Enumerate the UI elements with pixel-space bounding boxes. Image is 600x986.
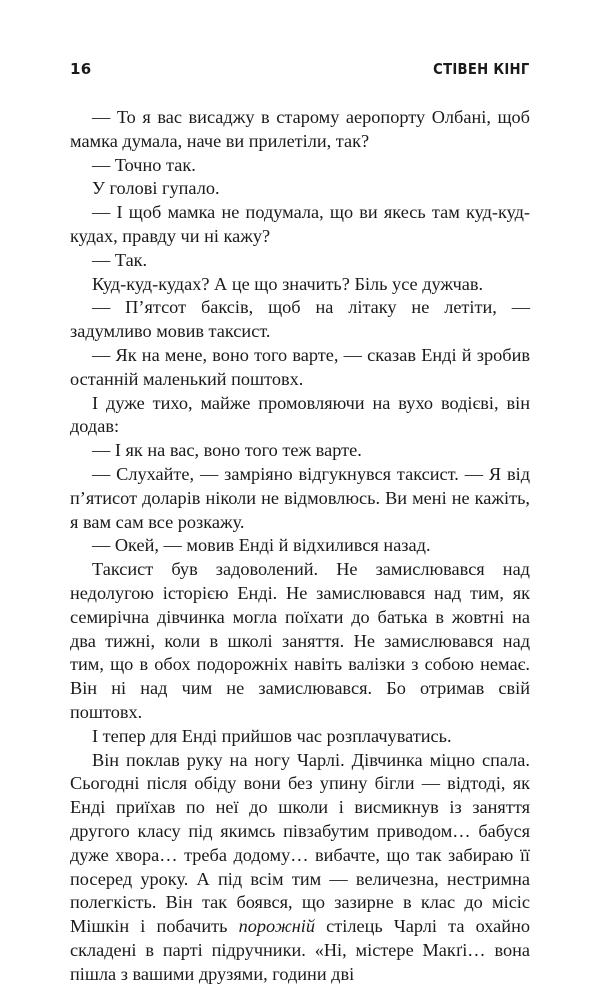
text-run: стілець Чарлі та охайно складені в парті підручники. «Ні, містере Макґі… вона пішла з вашими друзями, години дві: [70, 916, 530, 984]
paragraph: — Окей, — мовив Енді й відхилився назад.: [92, 535, 431, 556]
paragraph: — І як на вас, воно того теж варте.: [92, 440, 362, 461]
paragraph-last: [70, 749, 530, 986]
paragraph: Куд-куд-кудах? А це що значить? Біль усе дужчав.: [92, 273, 484, 294]
paragraph: — Так.: [92, 249, 148, 270]
paragraph: Таксист був задоволений. Не замислювався над недолугою історією Енді. Не замислювався над тим, як семирічна дівчинка могла поїхати до батька в жовтні на два тижні, коли в школі заняття. Не замислювався над тим, що в обох подорожніх навіть валізки з собою немає. Він ні над чим не замислювався. Бо отримав свій поштовх.: [70, 559, 530, 722]
paragraph: — То я вас висаджу в старому аеропорту Олбані, щоб мамка думала, наче ви прилетіли, так?: [70, 107, 530, 151]
body-text: [70, 106, 530, 986]
page-header: [70, 60, 530, 80]
paragraph: У голові гупало.: [92, 178, 220, 199]
text-run: Він поклав руку на ногу Чарлі. Дівчинка міцно спала. Сьогодні після обіду вони без упину бігли — відтоді, як Енді приїхав по неї до школи і висмикнув із заняття другого класу під якимсь півзабутим приводом… бабуся дуже хвора… треба додому… вибачте, що так забираю її посеред уроку. А під всім тим — величезна, нестримна полегкість. Він так боявся, що зазирне в клас до місіс Мішкін і побачить: [70, 749, 530, 937]
emphasis-text: порожній: [238, 916, 316, 937]
paragraph: І дуже тихо, майже промовляючи на вухо водієві, він додав:: [70, 392, 530, 437]
paragraph: — І щоб мамка не подумала, що ви якесь там куд-куд-кудах, правду чи ні кажу?: [70, 202, 530, 246]
paragraph: — П’ятсот баксів, щоб на літаку не летіти, — задумливо мовив таксист.: [70, 297, 530, 342]
running-head-author: СТІВЕН КІНГ: [433, 60, 530, 78]
page-number: 16: [70, 60, 92, 78]
paragraph: — Точно так.: [92, 154, 196, 175]
paragraph: І тепер для Енді прийшов час розплачуватись.: [92, 725, 452, 746]
paragraph: — Як на мене, воно того варте, — сказав Енді й зробив останній маленький поштовх.: [70, 344, 530, 389]
paragraph: — Слухайте, — замріяно відгукнувся таксист. — Я від п’ятисот доларів ніколи не відмовлюсь. Ви мені не кажіть, я вам сам все розкажу.: [70, 463, 530, 532]
